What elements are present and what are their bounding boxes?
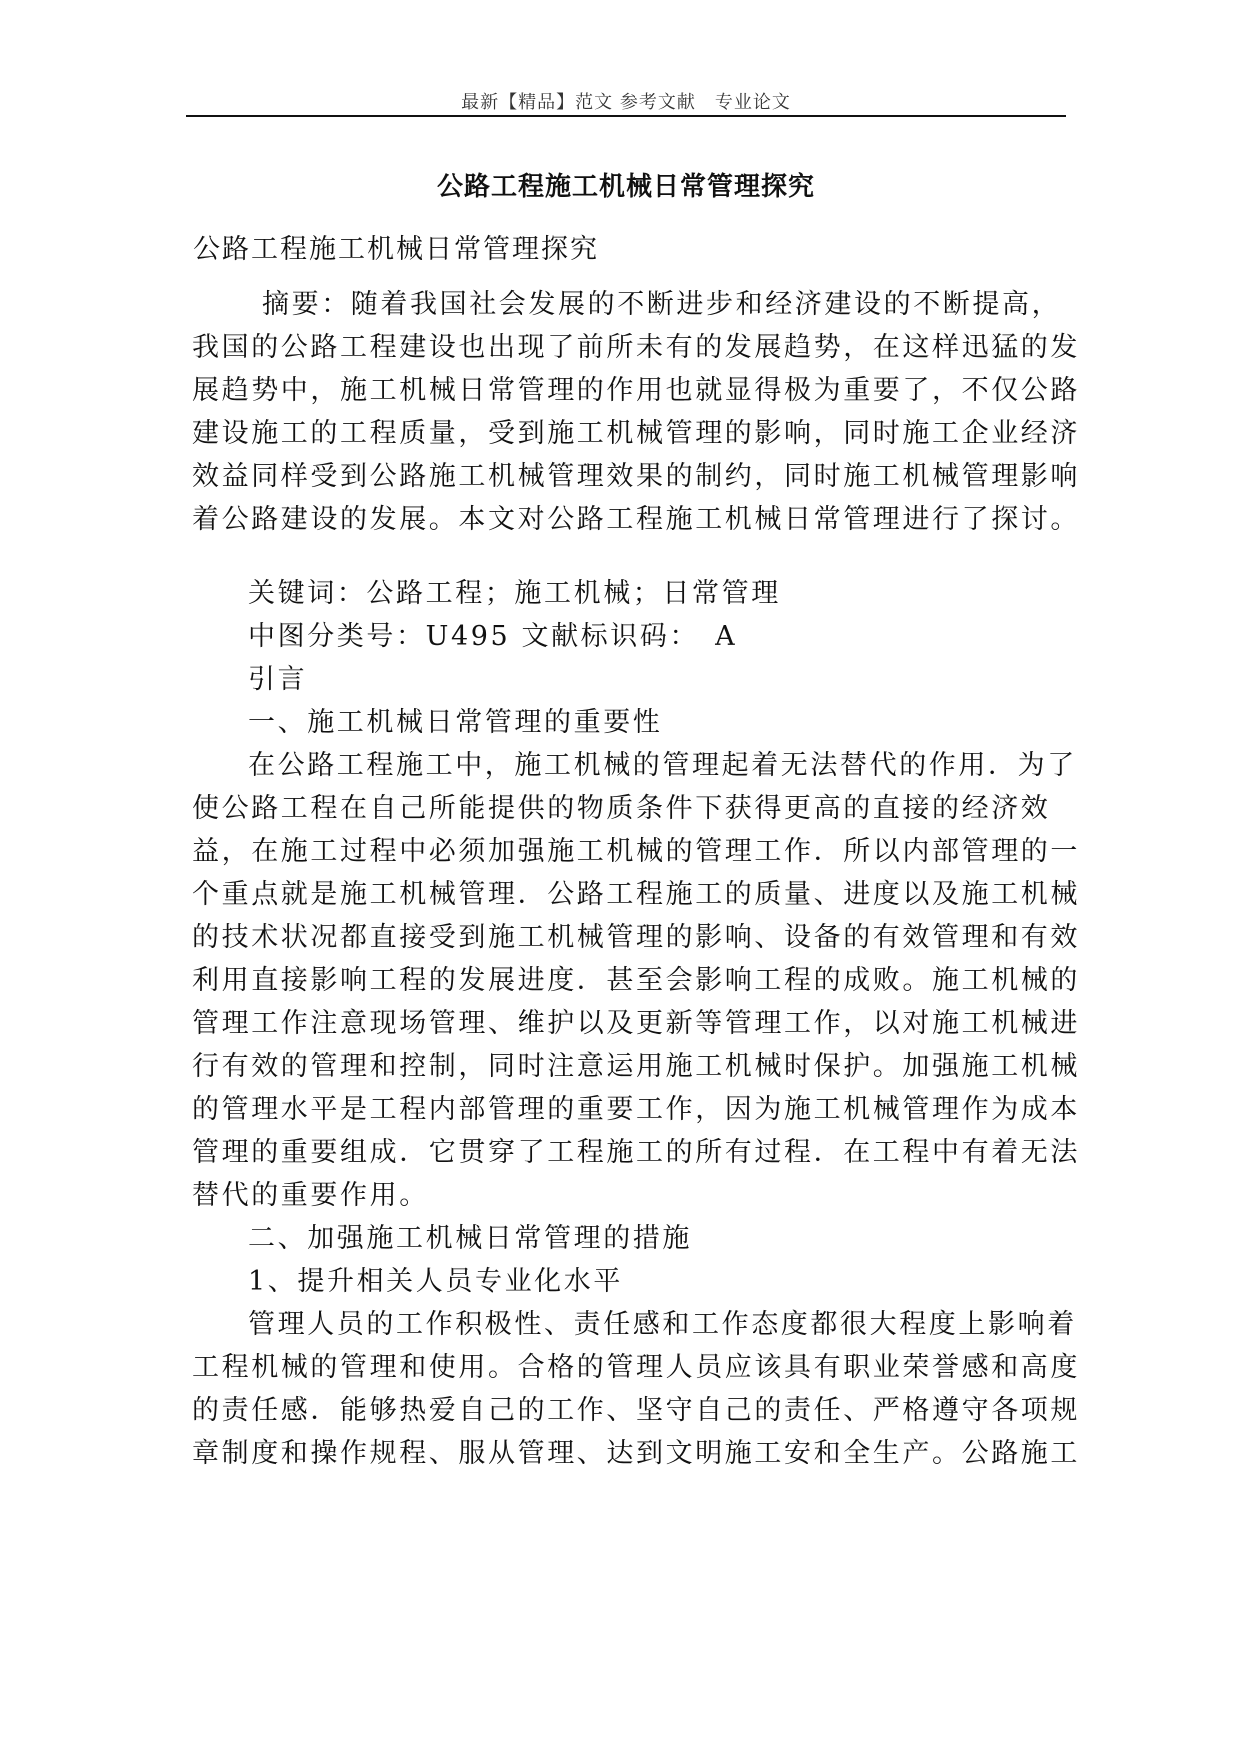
body-line: 的管理水平是工程内部管理的重要工作，因为施工机械管理作为成本 <box>192 1094 1080 1125</box>
body-line: 管理工作注意现场管理、维护以及更新等管理工作，以对施工机械进 <box>192 1008 1080 1039</box>
body-line: 工程机械的管理和使用。合格的管理人员应该具有职业荣誉感和高度 <box>192 1352 1080 1383</box>
page-header: 最新【精品】范文 参考文献 专业论文 <box>461 92 791 113</box>
body-line: 章制度和操作规程、服从管理、达到文明施工安和全生产。公路施工 <box>192 1438 1080 1469</box>
body-line: 利用直接影响工程的发展进度．甚至会影响工程的成败。施工机械的 <box>192 965 1080 996</box>
section-heading: 一、施工机械日常管理的重要性 <box>248 707 663 738</box>
body-line: 行有效的管理和控制，同时注意运用施工机械时保护。加强施工机械 <box>192 1051 1080 1082</box>
abstract-line: 我国的公路工程建设也出现了前所未有的发展趋势，在这样迅猛的发 <box>192 332 1080 363</box>
body-line: 替代的重要作用。 <box>192 1180 429 1211</box>
abstract-line: 摘要：随着我国社会发展的不断进步和经济建设的不断提高， <box>262 289 1062 320</box>
body-line: 管理的重要组成．它贯穿了工程施工的所有过程．在工程中有着无法 <box>192 1137 1080 1168</box>
abstract-line: 建设施工的工程质量，受到施工机械管理的影响，同时施工企业经济 <box>192 418 1080 449</box>
keywords-line: 关键词：公路工程；施工机械；日常管理 <box>248 578 781 609</box>
body-line: 个重点就是施工机械管理．公路工程施工的质量、进度以及施工机械 <box>192 879 1080 910</box>
section-heading: 引言 <box>248 664 308 695</box>
body-line: 管理人员的工作积极性、责任感和工作态度都很大程度上影响着 <box>248 1309 1077 1340</box>
abstract-line: 展趋势中，施工机械日常管理的作用也就显得极为重要了，不仅公路 <box>192 375 1080 406</box>
document-title: 公路工程施工机械日常管理探究 <box>436 172 815 202</box>
body-line: 的技术状况都直接受到施工机械管理的影响、设备的有效管理和有效 <box>192 922 1080 953</box>
document-subtitle: 公路工程施工机械日常管理探究 <box>193 234 599 265</box>
classification-line: 中图分类号：U495 文献标识码： A <box>248 621 738 652</box>
body-line: 在公路工程施工中，施工机械的管理起着无法替代的作用．为了 <box>248 750 1077 781</box>
body-line: 益，在施工过程中必须加强施工机械的管理工作．所以内部管理的一 <box>192 836 1080 867</box>
body-line: 使公路工程在自己所能提供的物质条件下获得更高的直接的经济效 <box>192 793 1051 824</box>
abstract-line: 效益同样受到公路施工机械管理效果的制约，同时施工机械管理影响 <box>192 461 1080 492</box>
abstract-line: 着公路建设的发展。本文对公路工程施工机械日常管理进行了探讨。 <box>192 504 1080 535</box>
header-divider <box>186 115 1066 117</box>
subsection-heading: 1、提升相关人员专业化水平 <box>248 1266 623 1297</box>
section-heading: 二、加强施工机械日常管理的措施 <box>248 1223 692 1254</box>
body-line: 的责任感．能够热爱自己的工作、坚守自己的责任、严格遵守各项规 <box>192 1395 1080 1426</box>
